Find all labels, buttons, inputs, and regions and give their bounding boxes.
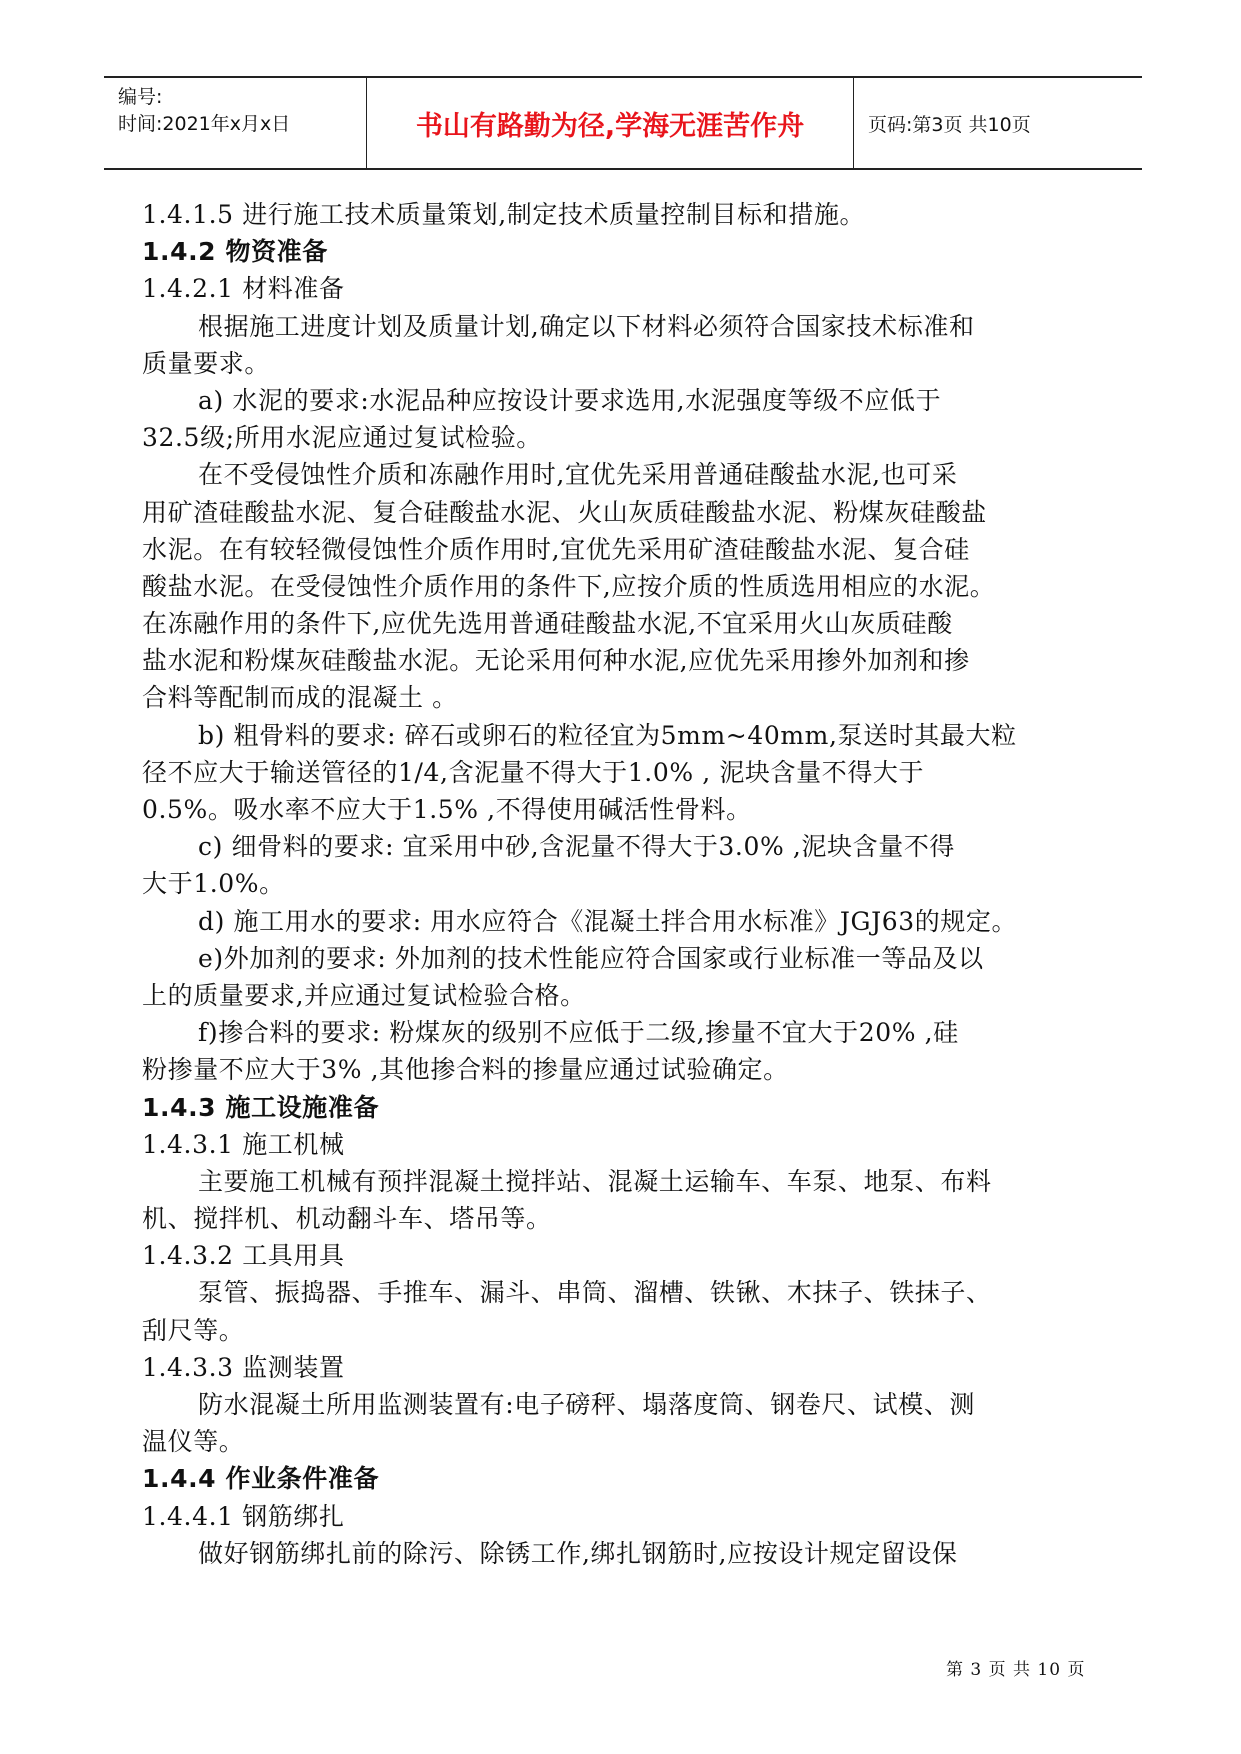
header-page-info: 页码:第3页 共10页 xyxy=(868,113,1031,136)
text-line: 1.4.1.5 进行施工技术质量策划,制定技术质量控制目标和措施。 xyxy=(142,200,866,229)
text-line: 合料等配制而成的混凝土 。 xyxy=(142,683,458,713)
text-line: 用矿渣硅酸盐水泥、复合硅酸盐水泥、火山灰质硅酸盐水泥、粉煤灰硅酸盐 xyxy=(142,497,987,527)
text-line: 1.4.3.2 工具用具 xyxy=(142,1241,345,1271)
text-line: d) 施工用水的要求: 用水应符合《混凝土拌合用水标准》JGJ63的规定。 xyxy=(198,906,1018,936)
text-line: c) 细骨料的要求: 宜采用中砂,含泥量不得大于3.0% ,泥块含量不得 xyxy=(198,832,956,862)
section-heading: 1.4.4 作业条件准备 xyxy=(142,1464,380,1494)
text-line: b) 粗骨料的要求: 碎石或卵石的粒径宜为5mm~40mm,泵送时其最大粒 xyxy=(198,720,1017,750)
text-line: 0.5%。吸水率不应大于1.5% ,不得使用碱活性骨料。 xyxy=(142,795,752,824)
text-line: 大于1.0%。 xyxy=(142,869,285,899)
text-line: 粉掺量不应大于3% ,其他掺合料的掺量应通过试验确定。 xyxy=(142,1055,789,1085)
text-line: 在冻融作用的条件下,应优先选用普通硅酸盐水泥,不宜采用火山灰质硅酸 xyxy=(142,609,953,639)
text-line: 32.5级;所用水泥应通过复试检验。 xyxy=(142,423,542,453)
number-label: 编号: xyxy=(118,86,163,108)
time-label: 时间:2021年x月x日 xyxy=(118,113,291,135)
text-line: f)掺合料的要求: 粉煤灰的级别不应低于二级,掺量不宜大于20% ,硅 xyxy=(198,1018,959,1048)
text-line: 机、搅拌机、机动翻斗车、塔吊等。 xyxy=(142,1204,552,1234)
text-line: 1.4.3.3 监测装置 xyxy=(142,1352,345,1382)
text-line: e)外加剂的要求: 外加剂的技术性能应符合国家或行业标准一等品及以 xyxy=(198,943,984,973)
text-line: 在不受侵蚀性介质和冻融作用时,宜优先采用普通硅酸盐水泥,也可采 xyxy=(198,460,958,490)
document-body xyxy=(142,196,1102,1572)
header-meta xyxy=(104,78,367,168)
section-heading: 1.4.3 施工设施准备 xyxy=(142,1092,380,1122)
text-line: 酸盐水泥。在受侵蚀性介质作用的条件下,应按介质的性质选用相应的水泥。 xyxy=(142,571,996,601)
text-line: 做好钢筋绑扎前的除污、除锈工作,绑扎钢筋时,应按设计规定留设保 xyxy=(198,1538,958,1568)
text-line: a) 水泥的要求:水泥品种应按设计要求选用,水泥强度等级不应低于 xyxy=(198,385,942,415)
header-motto: 书山有路勤为径,学海无涯苦作舟 xyxy=(367,78,854,168)
text-line: 水泥。在有较轻微侵蚀性介质作用时,宜优先采用矿渣硅酸盐水泥、复合硅 xyxy=(142,534,970,564)
text-line: 根据施工进度计划及质量计划,确定以下材料必须符合国家技术标准和 xyxy=(198,311,975,341)
text-line: 径不应大于输送管径的1/4,含泥量不得大于1.0% , 泥块含量不得大于 xyxy=(142,757,925,787)
text-line: 泵管、振捣器、手推车、漏斗、串筒、溜槽、铁锹、木抹子、铁抹子、 xyxy=(198,1278,992,1308)
text-line: 上的质量要求,并应通过复试检验合格。 xyxy=(142,980,586,1010)
text-line: 质量要求。 xyxy=(142,348,271,378)
text-line: 盐水泥和粉煤灰硅酸盐水泥。无论采用何种水泥,应优先采用掺外加剂和掺 xyxy=(142,646,970,676)
section-heading: 1.4.2 物资准备 xyxy=(142,237,328,267)
text-line: 1.4.4.1 钢筋绑扎 xyxy=(142,1501,345,1531)
text-line: 刮尺等。 xyxy=(142,1315,245,1345)
text-line: 温仪等。 xyxy=(142,1427,245,1457)
text-line: 1.4.2.1 材料准备 xyxy=(142,274,345,304)
text-line: 1.4.3.1 施工机械 xyxy=(142,1129,345,1159)
page-footer: 第 3 页 共 10 页 xyxy=(946,1660,1086,1680)
text-line: 防水混凝土所用监测装置有:电子磅秤、塌落度筒、钢卷尺、试模、测 xyxy=(198,1390,976,1419)
text-line: 主要施工机械有预拌混凝土搅拌站、混凝土运输车、车泵、地泵、布料 xyxy=(198,1166,992,1196)
document-header xyxy=(104,76,1142,170)
